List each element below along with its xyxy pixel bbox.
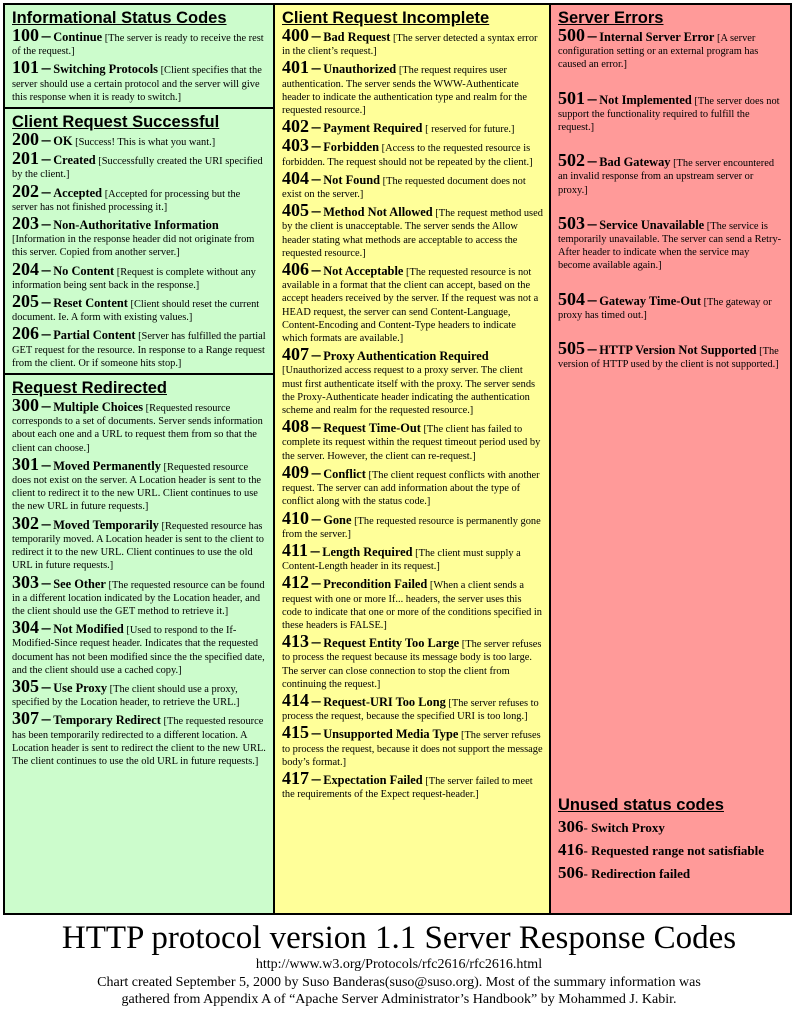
status-code: 414 xyxy=(282,689,309,710)
status-name: Continue xyxy=(53,30,103,44)
dash: – xyxy=(41,25,51,45)
status-entry xyxy=(12,617,267,677)
status-name: - Switch Proxy xyxy=(583,820,665,835)
status-description: [The requested resource has been temporarily redirected to a different location. A Location header is sent to redirect the client to the new URL. The client continues to use the old URL in future requests.] xyxy=(12,716,266,767)
section-title: Client Request Incomplete xyxy=(282,9,490,27)
status-entry xyxy=(282,572,543,632)
status-code: 200 xyxy=(12,129,39,150)
dash: – xyxy=(41,512,51,533)
reference-url: http://www.w3.org/Protocols/rfc2616/rfc2616.html xyxy=(255,957,543,972)
dash: – xyxy=(587,338,597,359)
section xyxy=(5,373,273,768)
status-name: Unsupported Media Type xyxy=(323,727,459,742)
dash: – xyxy=(311,722,321,743)
section-title: Unused status codes xyxy=(558,796,724,814)
status-description: [Used to respond to the If-Modified-Since request header. Indicates that the requested document has not been modified since the the specified date, and the client should use a cached copy.] xyxy=(12,625,265,676)
dash: – xyxy=(41,258,51,279)
status-name: Not Modified xyxy=(53,622,124,637)
status-name: Temporary Redirect xyxy=(53,713,161,728)
status-description: [Access to the requested resource is forbidden. The request should not be repeated by the client.] xyxy=(282,143,533,168)
status-name: Request Entity Too Large xyxy=(323,636,460,651)
section-title: Informational Status Codes xyxy=(12,9,227,27)
status-entry xyxy=(558,25,784,72)
unused-codes-section xyxy=(558,796,784,885)
status-code: 203 xyxy=(12,213,39,234)
status-entry xyxy=(12,25,267,58)
dash: – xyxy=(311,631,321,652)
status-name: Not Found xyxy=(323,172,381,187)
right-column xyxy=(551,5,790,913)
status-name: Service Unavailable xyxy=(599,217,705,232)
status-code: 407 xyxy=(282,344,309,365)
status-description: [The server is ready to receive the rest of the request.] xyxy=(12,33,264,58)
status-name: Not Implemented xyxy=(599,92,692,107)
dash: – xyxy=(587,150,597,171)
status-description: [The requested resource is permanently gone from the server.] xyxy=(282,515,541,540)
status-name: Created xyxy=(53,153,96,168)
status-code: 405 xyxy=(282,200,309,221)
status-description: [The requested resource can be found in a different location indicated by the Location header, and the client should use the GET method to retrieve it.] xyxy=(12,579,265,617)
status-code: 307 xyxy=(12,708,39,729)
status-description: [The client request conflicts with another request. The server can add information about the type of conflict along with the status code.] xyxy=(282,469,540,508)
status-code: 506 xyxy=(558,863,584,882)
status-description: [The request method used by the client is unacceptable. The server sends the Allow header stating what methods are acceptable to access the requested resource.] xyxy=(282,208,543,259)
status-name: Length Required xyxy=(322,544,413,559)
status-entry xyxy=(282,116,543,137)
status-name: Request-URI Too Long xyxy=(323,694,446,709)
dash: – xyxy=(41,708,51,729)
status-entry xyxy=(282,167,543,201)
status-entry xyxy=(282,539,543,573)
dash: – xyxy=(311,767,321,788)
status-description: [Requested resource corresponds to a set of documents. Server sends information about each one and a URL to request them from so that the client can choose.] xyxy=(12,403,263,454)
dash: – xyxy=(311,344,321,365)
status-entry xyxy=(12,571,267,619)
dash: – xyxy=(311,25,321,45)
status-name: Proxy Authentication Required xyxy=(323,349,489,364)
status-description: [Requested resource does not exist on the server. A Location header is sent to the client to redirect it to the new URL. Client continues to use the new URL in future requests.] xyxy=(12,461,262,513)
status-entry xyxy=(282,767,543,801)
section-title: Server Errors xyxy=(558,9,664,27)
dash: – xyxy=(41,675,51,696)
status-name: Unauthorized xyxy=(323,62,397,77)
status-entry xyxy=(558,87,784,135)
dash: – xyxy=(311,507,321,528)
status-description: [Client specifies that the server should use a certain protocol and the server will give this response when it is ready to switch.] xyxy=(12,65,262,103)
status-code: 505 xyxy=(558,338,585,359)
status-name: See Other xyxy=(53,576,106,591)
status-name: Moved Permanently xyxy=(53,458,161,473)
status-code: 413 xyxy=(282,631,309,652)
dash: – xyxy=(41,453,51,474)
status-description: [The requested document does not exist on the server.] xyxy=(282,175,526,201)
status-name: Conflict xyxy=(323,466,366,481)
status-name: Request Time-Out xyxy=(323,421,421,436)
status-entry xyxy=(558,338,784,371)
status-code: 204 xyxy=(12,258,39,279)
status-name: Bad Gateway xyxy=(599,155,671,170)
dash: – xyxy=(41,129,51,150)
status-name: Precondition Failed xyxy=(323,577,428,592)
status-entry xyxy=(282,689,543,723)
status-code: 408 xyxy=(282,416,309,437)
chart-title: HTTP protocol version 1.1 Server Response Codes xyxy=(61,920,737,956)
status-description: [The version of HTTP used by the client is not supported.] xyxy=(558,346,779,371)
status-entry xyxy=(12,708,267,768)
status-entry xyxy=(282,135,543,168)
status-entry xyxy=(282,57,543,117)
status-description: [The gateway or proxy has timed out.] xyxy=(558,296,772,321)
dash: – xyxy=(311,572,321,593)
status-code: 409 xyxy=(282,461,309,482)
status-entry xyxy=(282,631,543,691)
status-description: [The server encountered an invalid response from an upstream server or proxy.] xyxy=(558,158,775,196)
status-entry xyxy=(12,57,267,104)
status-description: [The client must supply a Content-Length header in its request.] xyxy=(282,547,521,573)
status-name: Use Proxy xyxy=(53,680,108,695)
status-name: Not Acceptable xyxy=(323,264,404,279)
dash: – xyxy=(311,116,321,137)
unused-code-item xyxy=(558,816,784,839)
status-code: 404 xyxy=(282,167,309,188)
status-code: 416 xyxy=(558,840,584,859)
status-description: [A server configuration setting or an external program has caused an error.] xyxy=(558,33,759,71)
status-entry xyxy=(558,150,784,197)
status-entry xyxy=(12,675,267,709)
status-code: 206 xyxy=(12,323,39,344)
dash: – xyxy=(310,539,320,560)
status-code: 402 xyxy=(282,116,309,137)
status-name: Switching Protocols xyxy=(53,62,158,77)
status-description: [The server does not support the functionality required to fulfill the request.] xyxy=(558,95,780,134)
section-title: Client Request Successful xyxy=(12,113,220,132)
status-code: 202 xyxy=(12,180,39,201)
status-description: [Requested resource has temporarily moved. A Location header is sent to the client to redirect it to the new URL. Client continues to use the old URL in future requests.] xyxy=(12,520,264,572)
status-name: Gone xyxy=(323,512,352,527)
status-name: Moved Temporarily xyxy=(53,517,159,532)
status-entry xyxy=(12,453,267,514)
status-description: [When a client sends a request with one or more If... headers, the server uses this code to indicate that one or more of the conditions specified in these headers is FALSE.] xyxy=(282,580,542,631)
status-code: 500 xyxy=(558,25,585,45)
dash: – xyxy=(41,213,51,234)
status-entry xyxy=(282,200,543,260)
dash: – xyxy=(587,212,597,233)
status-code: 417 xyxy=(282,767,309,788)
status-entry xyxy=(12,258,267,292)
status-name: - Redirection failed xyxy=(583,866,691,881)
status-code: 403 xyxy=(282,135,309,156)
status-description: [ reserved for future.] xyxy=(425,124,515,136)
dash: – xyxy=(41,395,51,416)
status-name: - Requested range not satisfiable xyxy=(583,843,765,858)
footer xyxy=(0,920,798,1009)
status-name: Expectation Failed xyxy=(323,772,423,787)
status-entry xyxy=(282,259,543,345)
status-name: HTTP Version Not Supported xyxy=(599,343,757,358)
status-description: [Information in the response header did not originate from this server. Copied from another server.] xyxy=(12,234,255,259)
status-code: 401 xyxy=(282,57,309,78)
status-code: 415 xyxy=(282,722,309,743)
status-entry xyxy=(558,288,784,322)
status-description: [Server has fulfilled the partial GET request for the resource. In response to a Range request from the client. Or if someone hits stop.] xyxy=(12,331,266,369)
dash: – xyxy=(311,416,321,437)
status-entry xyxy=(12,291,267,324)
credit-line: gathered from Appendix A of “Apache Server Administrator’s Handbook” by Mohammed J. Kabir. xyxy=(121,992,677,1007)
status-description: [The server detected a syntax error in the client’s request.] xyxy=(282,33,538,58)
status-description: [Client should reset the current document. Ie. A form with existing values.] xyxy=(12,299,260,324)
dash: – xyxy=(41,291,51,312)
status-entry xyxy=(12,129,267,150)
status-code: 100 xyxy=(12,25,39,45)
status-name: Payment Required xyxy=(323,121,423,136)
status-description: [Successfully created the URI specified by the client.] xyxy=(12,156,263,181)
status-description: [Unauthorized access request to a proxy server. The client must first authenticate itself with the proxy. The server sends the Proxy-Authenticate header indicating the authentication scheme and realm for the requested resource.] xyxy=(282,365,536,417)
status-entry xyxy=(282,722,543,769)
status-code: 410 xyxy=(282,507,309,528)
dash: – xyxy=(311,167,321,188)
status-code: 400 xyxy=(282,25,309,45)
status-entry xyxy=(12,213,267,260)
status-description: [The server failed to meet the requirements of the Expect request-header.] xyxy=(282,775,533,801)
status-code: 504 xyxy=(558,288,585,309)
status-code: 304 xyxy=(12,617,39,638)
dash: – xyxy=(41,148,51,169)
status-code: 501 xyxy=(558,87,585,108)
section xyxy=(275,5,549,801)
status-code: 411 xyxy=(282,539,309,560)
middle-column xyxy=(275,5,551,913)
dash: – xyxy=(41,57,51,78)
status-entry xyxy=(282,25,543,58)
status-description: [Request is complete without any information being sent back in the response.] xyxy=(12,266,256,291)
dash: – xyxy=(311,57,321,78)
dash: – xyxy=(41,180,51,201)
status-description: [The service is temporarily unavailable. The server can send a Retry-After header to indicate when the service may become available again.] xyxy=(558,220,782,272)
dash: – xyxy=(311,200,321,221)
status-name: Gateway Time-Out xyxy=(599,293,701,308)
section xyxy=(551,5,790,371)
status-name: Partial Content xyxy=(53,328,136,343)
dash: – xyxy=(311,259,321,280)
status-description: [The requested resource is not available in a format that the client can accept, based on the accept headers received by the server. If the request was not a HEAD request, the server can send Content-Language, Content-Encoding and Content-Type headers to indicate which formats are available.] xyxy=(282,267,539,345)
status-entry xyxy=(558,212,784,273)
status-name: OK xyxy=(53,134,73,149)
status-code: 412 xyxy=(282,572,309,593)
section xyxy=(5,5,273,104)
status-entry xyxy=(282,416,543,463)
status-code: 301 xyxy=(12,453,39,474)
status-description: [The server refuses to process the request, because the specified URI is too long.] xyxy=(282,697,539,723)
dash: – xyxy=(311,135,321,156)
status-entry xyxy=(12,148,267,181)
status-code: 201 xyxy=(12,148,39,169)
status-entry xyxy=(282,461,543,509)
status-name: Multiple Choices xyxy=(53,400,144,415)
credit-line: Chart created September 5, 2000 by Suso Banderas(suso@suso.org). Most of the summary information was xyxy=(97,974,701,990)
status-entry xyxy=(12,323,267,370)
status-name: Accepted xyxy=(53,185,103,200)
status-name: Reset Content xyxy=(53,296,128,311)
dash: – xyxy=(311,689,321,710)
dash: – xyxy=(587,288,597,309)
status-description: [The client should use a proxy, specified by the Location header, to retrieve the URL.] xyxy=(12,683,240,709)
status-description: [The request requires user authentication. The server sends the WWW-Authenticate header to indicate the authentication type and realm for the requested resource.] xyxy=(282,65,527,117)
status-name: Method Not Allowed xyxy=(323,205,433,220)
dash: – xyxy=(587,25,597,45)
status-entry xyxy=(282,344,543,417)
status-code: 302 xyxy=(12,512,39,533)
status-code-chart xyxy=(3,3,792,915)
status-entry xyxy=(12,180,267,214)
status-name: Non-Authoritative Information xyxy=(53,218,219,233)
status-description: [Success! This is what you want.] xyxy=(75,137,216,149)
dash: – xyxy=(311,461,321,482)
status-description: [The server refuses to process the request because its message body is too large. The server can close connection to stop the client from continuing the request.] xyxy=(282,639,542,690)
status-code: 205 xyxy=(12,291,39,312)
status-code: 300 xyxy=(12,395,39,416)
status-description: [Accepted for processing but the server has not finished processing it.] xyxy=(12,188,241,213)
dash: – xyxy=(41,323,51,344)
status-name: Internal Server Error xyxy=(599,30,715,44)
status-code: 101 xyxy=(12,57,39,78)
status-code: 502 xyxy=(558,150,585,171)
dash: – xyxy=(41,617,51,638)
left-column xyxy=(5,5,275,913)
status-entry xyxy=(282,507,543,541)
dash: – xyxy=(587,87,597,108)
dash: – xyxy=(41,571,51,592)
status-name: Forbidden xyxy=(323,140,379,155)
unused-code-item xyxy=(558,862,784,885)
status-description: [The server refuses to process the request, because it does not support the message body’s format.] xyxy=(282,730,543,768)
status-code: 303 xyxy=(12,571,39,592)
status-name: No Content xyxy=(53,263,115,278)
status-description: [The client has failed to complete its request within the request timeout period used by the server. However, the client can re-request.] xyxy=(282,424,541,462)
status-entry xyxy=(12,512,267,573)
section xyxy=(5,107,273,370)
unused-code-item xyxy=(558,839,784,862)
section-title: Request Redirected xyxy=(12,379,167,398)
status-code: 406 xyxy=(282,259,309,280)
status-entry xyxy=(12,395,267,455)
status-code: 306 xyxy=(558,817,584,836)
status-name: Bad Request xyxy=(323,30,391,44)
status-code: 305 xyxy=(12,675,39,696)
status-code: 503 xyxy=(558,212,585,233)
